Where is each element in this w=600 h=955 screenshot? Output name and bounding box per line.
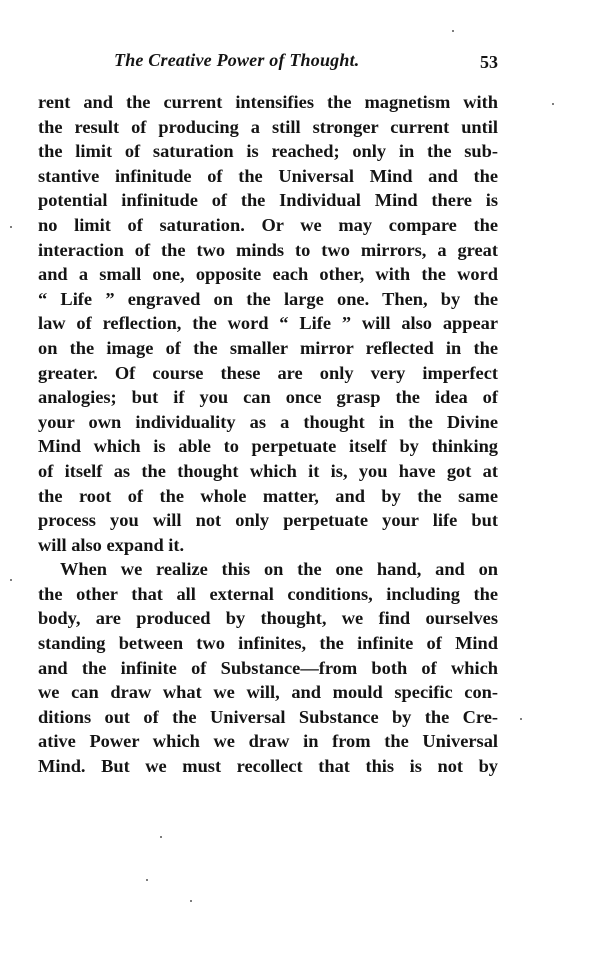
text-line: “ Life ” engraved on the large one. Then, by the (38, 288, 498, 309)
text-line: we can draw what we will, and mould specific con- (38, 682, 498, 703)
text-line: will also expand it. (38, 534, 185, 555)
scan-speck (160, 836, 162, 838)
text-line: standing between two infinites, the infinite of Mind (38, 633, 498, 654)
running-title: The Creative Power of Thought. (114, 50, 360, 70)
text-line: analogies; but if you can once grasp the idea of (38, 387, 498, 408)
text-line: the result of producing a still stronger current until (38, 116, 498, 137)
text-line: Mind. But we must recollect that this is not by (38, 756, 498, 777)
scan-speck (10, 579, 12, 581)
text-line: no limit of saturation. Or we may compare the (38, 214, 498, 235)
text-line: the other that all external conditions, including the (38, 583, 498, 604)
text-line: law of reflection, the word “ Life ” will also appear (38, 313, 498, 334)
text-line: the limit of saturation is reached; only in the sub- (38, 141, 498, 162)
paragraph (38, 557, 498, 778)
scan-speck (10, 226, 12, 228)
paragraph (38, 90, 498, 557)
scan-speck (452, 30, 454, 32)
scan-speck (190, 900, 192, 902)
text-line: process you will not only perpetuate your life but (38, 510, 498, 531)
text-line: on the image of the smaller mirror reflected in the (38, 337, 498, 358)
page-number: 53 (480, 52, 498, 72)
body-text (38, 90, 498, 779)
scan-speck (520, 718, 522, 720)
text-line: When we realize this on the one hand, and on (60, 559, 498, 580)
text-line: and the infinite of Substance—from both of which (38, 657, 498, 678)
text-line: potential infinitude of the Individual Mind there is (38, 190, 498, 211)
text-line: ative Power which we draw in from the Universal (38, 731, 498, 752)
text-line: stantive infinitude of the Universal Mind and the (38, 165, 498, 186)
text-line: interaction of the two minds to two mirrors, a great (38, 239, 498, 260)
text-line: body, are produced by thought, we find ourselves (38, 608, 498, 629)
text-line: ditions out of the Universal Substance by the Cre- (38, 706, 498, 727)
text-line: the root of the whole matter, and by the same (38, 485, 498, 506)
text-line: of itself as the thought which it is, you have got at (38, 460, 498, 481)
text-line: greater. Of course these are only very imperfect (38, 362, 498, 383)
text-line: rent and the current intensifies the magnetism with (38, 92, 498, 112)
scan-speck (552, 103, 554, 105)
text-line: your own individuality as a thought in the Divine (38, 411, 498, 432)
text-line: Mind which is able to perpetuate itself by thinking (38, 436, 498, 457)
scan-speck (146, 879, 148, 881)
text-line: and a small one, opposite each other, with the word (38, 264, 498, 285)
running-head (38, 50, 500, 76)
